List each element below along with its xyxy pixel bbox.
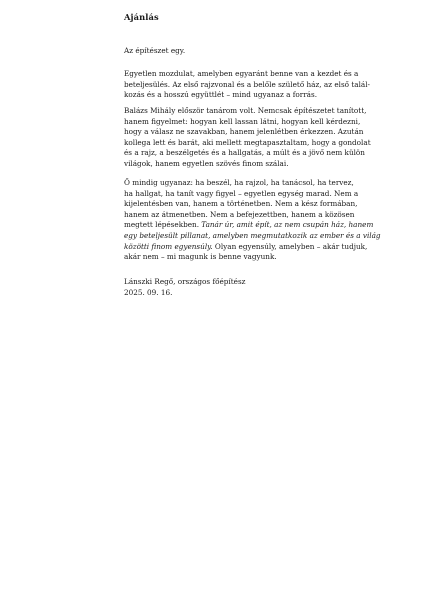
paragraph-2-line: kollega lett és barát, aki mellett megtapasztaltam, hogy a gondolat [124,137,371,147]
signature-block [124,277,368,298]
paragraph-2 [124,106,371,170]
plain-text: Olyan egyensúly, amelyben – akár tudjuk, [212,241,368,251]
paragraph-2-line: világok, hanem egyetlen szövés finom szálai. [124,158,289,168]
paragraph-1-line: kozás és a hosszú együttlét – mind ugyanaz a forrás. [124,90,318,100]
paragraph-1-line: beteljesülés. Az első rajzvonal és a belőle születő ház, az első talál- [124,79,370,89]
signature-name: Lánszki Regő, országos főépítész [124,277,246,286]
intro-line: Az építészet egy. [124,46,186,55]
plain-text: megtett lépésekben. [124,220,202,230]
paragraph-2-line: hogy a válasz ne szavakban, hanem jelenlétben érkezzen. Azután [124,127,364,137]
italic-quote: egy beteljesült pillanat, amelyben megmutatkozik az ember és a világ [124,230,381,240]
intro-paragraph [124,46,368,57]
paragraph-3-line [124,230,381,242]
paragraph-2-line: hanem figyelmet: hogyan kell lassan látni, hogyan kell kérdezni, [124,116,361,126]
paragraph-3-line: hanem az átmenetben. Nem a befejezettben, hanem a közösen [124,209,355,219]
paragraph-3-line: Ő mindig ugyanaz: ha beszél, ha rajzol, ha tanácsol, ha tervez, [124,178,354,187]
paragraph-3-line [124,242,368,253]
paragraph-3-line: kijelentésben van, hanem a történetben. Nem a kész formában, [124,199,358,209]
paragraph-1-line: Egyetlen mozdulat, amelyben egyaránt benne van a kezdet és a [124,69,359,78]
page-title: Ajánlás [124,12,159,22]
italic-quote: közötti finom egyensúly. [124,241,213,251]
paragraph-2-line: és a rajz, a beszélgetés és a hallgatás, a múlt és a jövő nem külön [124,148,365,158]
paragraph-3 [124,178,381,263]
paragraph-3-line: ha hallgat, ha tanít vagy figyel – egyetlen egység marad. Nem a [124,188,359,198]
paragraph-2-line: Balázs Mihály először tanárom volt. Nemcsak építészetet tanított, [124,106,367,115]
italic-quote: Tanár úr, amit épít, az nem csupán ház, hanem [201,220,374,230]
paragraph-1 [124,69,368,101]
signature-date: 2025. 09. 16. [124,287,173,297]
paragraph-3-line: akár nem – mi magunk is benne vagyunk. [124,252,277,262]
paragraph-3-line [124,220,374,231]
